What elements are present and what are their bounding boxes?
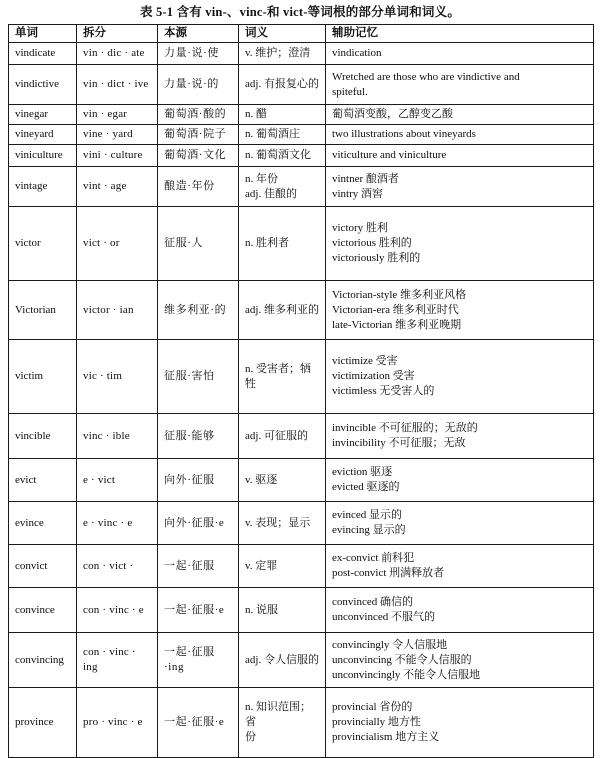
cell-memory [326, 414, 594, 459]
cell-memory [326, 207, 594, 281]
sense-line: 份 [245, 731, 256, 743]
cell-word: vincible [9, 414, 77, 459]
cell-word: viniculture [9, 145, 77, 167]
cell-origin: 力量·说·使 [158, 43, 239, 65]
cell-origin: 一起·征服·ing [158, 633, 239, 688]
cell-memory [326, 688, 594, 758]
cell-split: vic · tim [77, 340, 158, 414]
memory-line: 葡萄酒变酸，乙醇变乙酸 [332, 108, 453, 120]
cell-sense [239, 43, 326, 65]
vocabulary-table [8, 24, 594, 758]
table-row [9, 145, 594, 167]
table-row [9, 340, 594, 414]
cell-memory [326, 281, 594, 340]
cell-split: vini · culture [77, 145, 158, 167]
memory-line: spiteful. [332, 85, 368, 98]
memory-line: unconvincingly 不能令人信服地 [332, 668, 481, 681]
sense-line: n. 受害者；牺牲 [245, 362, 311, 390]
cell-sense [239, 125, 326, 145]
memory-line: Wretched are those who are vindictive and [332, 70, 520, 83]
memory-line: victimization 受害 [332, 370, 415, 382]
memory-line: vintry 酒窖 [332, 187, 384, 200]
cell-word: vineyard [9, 125, 77, 145]
table-row [9, 281, 594, 340]
memory-line: vintner 酿酒者 [332, 172, 399, 185]
memory-line: two illustrations about vineyards [332, 128, 476, 140]
table-row [9, 633, 594, 688]
cell-word: vinegar [9, 105, 77, 125]
memory-line: invincibility 不可征服；无敌 [332, 437, 466, 449]
table-row [9, 65, 594, 105]
memory-line: invincible 不可征服的；无敌的 [332, 422, 478, 434]
sense-line: n. 年份 [245, 172, 278, 185]
cell-sense [239, 65, 326, 105]
cell-sense [239, 633, 326, 688]
cell-sense [239, 459, 326, 502]
table-row [9, 502, 594, 545]
column-header-origin: 本源 [158, 25, 239, 43]
cell-sense [239, 105, 326, 125]
cell-memory [326, 502, 594, 545]
cell-origin: 酿造·年份 [158, 167, 239, 207]
cell-origin: 力量·说·的 [158, 65, 239, 105]
cell-origin: 葡萄酒·院子 [158, 125, 239, 145]
cell-split: pro · vinc · e [77, 688, 158, 758]
table-row [9, 588, 594, 633]
cell-origin: 葡萄酒·文化 [158, 145, 239, 167]
table-row [9, 43, 594, 65]
memory-line: eviction 驱逐 [332, 466, 393, 478]
cell-origin: 向外·征服 [158, 459, 239, 502]
cell-split: e · vict [77, 459, 158, 502]
cell-word: province [9, 688, 77, 758]
memory-line: victoriously 胜利的 [332, 252, 421, 264]
cell-split: vin · egar [77, 105, 158, 125]
memory-line: victory 胜利 [332, 222, 388, 234]
cell-split: con · vict · [77, 545, 158, 588]
column-header-sense: 词义 [239, 25, 326, 43]
cell-origin: 一起·征服·e [158, 588, 239, 633]
cell-split: vin · dic · ate [77, 43, 158, 65]
memory-line: provincially 地方性 [332, 716, 421, 728]
cell-sense [239, 281, 326, 340]
memory-line: evincing 显示的 [332, 524, 406, 536]
sense-line: n. 说服 [245, 603, 278, 616]
cell-memory [326, 588, 594, 633]
table-caption: 表 5-1 含有 vin-、vinc-和 vict-等词根的部分单词和词义。 [139, 5, 461, 19]
table-row [9, 688, 594, 758]
cell-sense [239, 502, 326, 545]
column-header-split: 拆分 [77, 25, 158, 43]
memory-line: evinced 显示的 [332, 509, 402, 521]
cell-memory [326, 125, 594, 145]
memory-line: late-Victorian 维多利亚晚期 [332, 318, 462, 331]
table-row [9, 459, 594, 502]
memory-line: provincialism 地方主义 [332, 731, 440, 743]
cell-origin: 维多利亚·的 [158, 281, 239, 340]
table-row [9, 125, 594, 145]
cell-origin: 一起·征服·e [158, 688, 239, 758]
sense-line: adj. 可征服的 [245, 429, 308, 442]
memory-line: Victorian-era 维多利亚时代 [332, 303, 459, 316]
cell-origin: 葡萄酒·酸的 [158, 105, 239, 125]
memory-line: convincingly 令人信服地 [332, 638, 448, 651]
cell-word: victor [9, 207, 77, 281]
cell-split: con · vinc · ing [77, 633, 158, 688]
cell-memory [326, 43, 594, 65]
cell-memory [326, 340, 594, 414]
memory-line: unconvincing 不能令人信服的 [332, 653, 472, 666]
table-row [9, 105, 594, 125]
memory-line: victorious 胜利的 [332, 237, 412, 249]
cell-word: vintage [9, 167, 77, 207]
cell-word: vindictive [9, 65, 77, 105]
cell-memory [326, 167, 594, 207]
sense-line: adj. 令人信服的 [245, 653, 319, 666]
sense-line: n. 知识范围；省 [245, 701, 311, 728]
sense-line: adj. 维多利亚的 [245, 303, 319, 316]
cell-word: Victorian [9, 281, 77, 340]
cell-memory [326, 145, 594, 167]
memory-line: victimize 受害 [332, 355, 398, 367]
cell-word: victim [9, 340, 77, 414]
sense-line: v. 维护；澄清 [245, 47, 311, 59]
cell-split: vint · age [77, 167, 158, 207]
cell-memory [326, 459, 594, 502]
table-row [9, 414, 594, 459]
cell-memory [326, 65, 594, 105]
cell-split: vin · dict · ive [77, 65, 158, 105]
cell-origin: 征服·能够 [158, 414, 239, 459]
table-body [9, 43, 594, 758]
memory-line: victimless 无受害人的 [332, 385, 435, 397]
cell-split: vict · or [77, 207, 158, 281]
cell-word: convict [9, 545, 77, 588]
sense-line: n. 胜利者 [245, 237, 289, 249]
cell-word: vindicate [9, 43, 77, 65]
column-header-memory: 辅助记忆 [326, 25, 594, 43]
cell-sense [239, 340, 326, 414]
memory-line: viticulture and viniculture [332, 149, 447, 161]
cell-sense [239, 145, 326, 167]
cell-sense [239, 688, 326, 758]
sense-line: v. 驱逐 [245, 473, 278, 486]
table-row [9, 207, 594, 281]
cell-split: con · vinc · e [77, 588, 158, 633]
cell-memory [326, 633, 594, 688]
cell-sense [239, 207, 326, 281]
cell-sense [239, 167, 326, 207]
cell-word: convincing [9, 633, 77, 688]
memory-line: unconvinced 不服气的 [332, 611, 435, 623]
sense-line: n. 醋 [245, 108, 267, 120]
memory-line: vindication [332, 47, 382, 59]
cell-sense [239, 588, 326, 633]
cell-origin: 一起·征服 [158, 545, 239, 588]
sense-line: adj. 有报复心的 [245, 78, 319, 90]
table-header-row [9, 25, 594, 43]
sense-line: n. 葡萄酒庄 [245, 128, 300, 140]
memory-line: provincial 省份的 [332, 701, 413, 713]
sense-line: v. 定罪 [245, 559, 278, 572]
memory-line: evicted 驱逐的 [332, 481, 400, 493]
memory-line: post-convict 刑满释放者 [332, 567, 445, 579]
cell-memory [326, 545, 594, 588]
table-row [9, 167, 594, 207]
cell-split: e · vinc · e [77, 502, 158, 545]
memory-line: ex-convict 前科犯 [332, 552, 415, 564]
cell-origin: 向外·征服·e [158, 502, 239, 545]
memory-line: Victorian-style 维多利亚风格 [332, 288, 467, 301]
column-header-word: 单词 [9, 25, 77, 43]
cell-word: convince [9, 588, 77, 633]
cell-word: evict [9, 459, 77, 502]
table-row [9, 545, 594, 588]
sense-line: n. 葡萄酒文化 [245, 149, 311, 161]
cell-word: evince [9, 502, 77, 545]
cell-origin: 征服·害怕 [158, 340, 239, 414]
cell-split: vinc · ible [77, 414, 158, 459]
cell-origin: 征服·人 [158, 207, 239, 281]
cell-memory [326, 105, 594, 125]
sense-line: v. 表现；显示 [245, 516, 311, 529]
cell-split: vine · yard [77, 125, 158, 145]
cell-split: victor · ian [77, 281, 158, 340]
cell-sense [239, 545, 326, 588]
memory-line: convinced 确信的 [332, 596, 413, 608]
cell-sense [239, 414, 326, 459]
sense-line: adj. 佳酿的 [245, 187, 297, 200]
